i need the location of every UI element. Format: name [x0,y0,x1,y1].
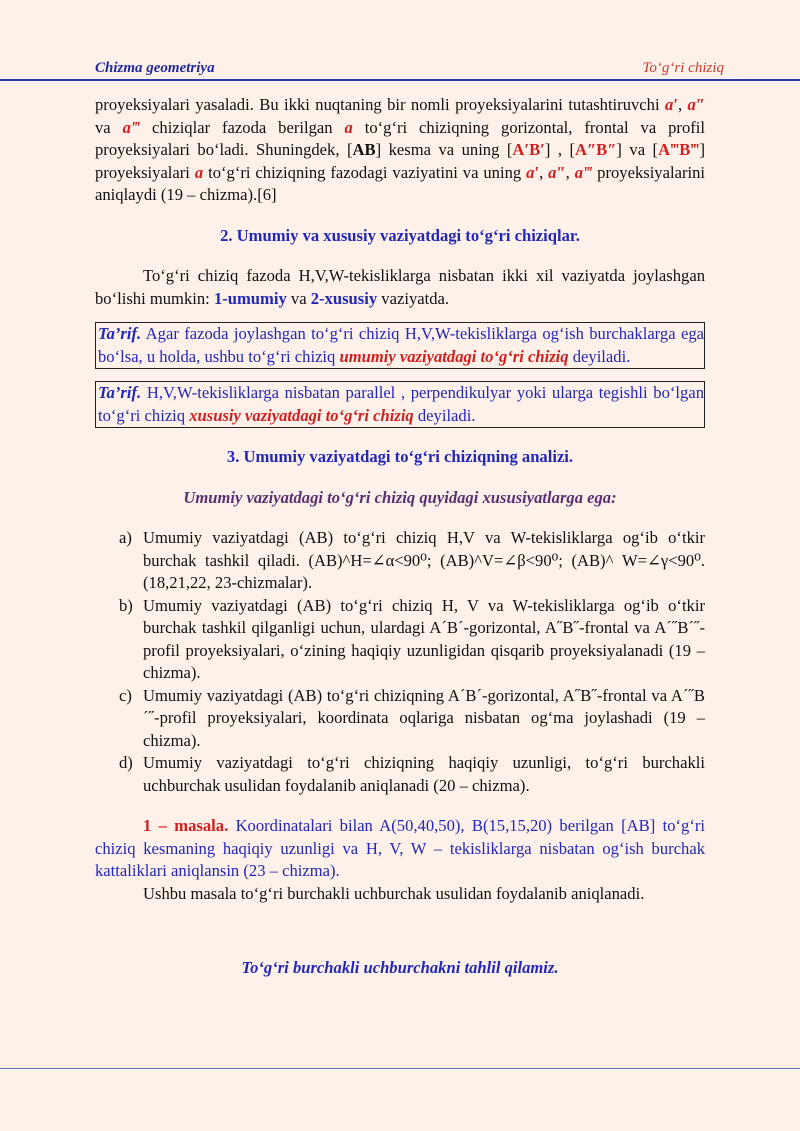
page-header [0,0,800,80]
list-item: b) Umumiy vaziyatdagi (AB) to‘g‘ri chiziq H, V va W-tekisliklarga og‘ib o‘tkir burchak tashkil qilganligi uchun, ulardagi A´B´-gorizontal, A˝B˝-frontal va A´˝B´˝-profil proyeksiyalari, o‘zining haqiqiy uzunligidan qisqarib proyeksiyalanadi (19 – chizma). [119,595,705,682]
problem-method: Ushbu masala to‘g‘ri burchakli uchburchak usulidan foydalanib aniqlanadi. [143,883,645,903]
list-item: c) Umumiy vaziyatdagi (AB) to‘g‘ri chiziqning A´B´-gorizontal, A˝B˝-frontal va A´˝B´˝-profil proyeksiyalari, koordinata oqlariga nisbatan og‘ma joylashadi (19 – chizma). [119,685,705,750]
section-3-title: 3. Umumiy vaziyatdagi to‘g‘ri chiziqning analizi. [226,447,574,466]
header-rule [0,79,800,81]
properties-list [95,527,705,797]
definition-box-general: Ta’rif. Agar fazoda joylashgan to‘g‘ri chiziq H,V,W-tekisliklarga og‘ish burchaklarga ega bo‘lsa, u holda, ushbu to‘g‘ri chiziq umumiy vaziyatdagi to‘g‘ri chiziq deyiladi. [95,322,705,369]
header-book-title: Chizma geometriya [95,60,215,76]
closing-heading: To‘g‘ri burchakli uchburchakni tahlil qilamiz. [241,958,559,977]
list-item: a) Umumiy vaziyatdagi (AB) to‘g‘ri chiziq H,V va W-tekisliklarga og‘ib o‘tkir burchak tashkil qiladi. (AB)^H=∠α<90⁰; (AB)^V=∠β<90⁰; (AB)^ W=∠γ<90⁰. (18,21,22, 23-chizmalar). [119,528,705,592]
problem-statement: 1 – masala. Koordinatalari bilan A(50,40,50), B(15,15,20) berilgan [AB] to‘g‘ri chiziq kesmaning haqiqiy uzunligi va H, V, W – tekisliklarga nisbatan og‘ish burchak kattaliklari aniqlansin (23 – chizma). [95,816,705,880]
intro-paragraph: proyeksiyalari yasaladi. Bu ikki nuqtaning bir nomli proyeksiyalarini tutashtiruvchi a′, a″ va a‴ chiziqlar fazoda berilgan a to‘g‘ri chiziqning gorizontal, frontal va profil proyeksiyalari bo‘ladi. Shuningdek, [AB] kesma va uning [A′B′] , [A″B″] va [A‴B‴] proyeksiyalari a to‘g‘ri chiziqning fazodagi vaziyatini va uning a′, a″, a‴ proyeksiyalarini aniqlaydi (19 – chizma).[6] [95,95,706,204]
section-2-paragraph: To‘g‘ri chiziq fazoda H,V,W-tekisliklarga nisbatan ikki xil vaziyatda joylashgan bo‘lishi mumkin: 1-umumiy va 2-xususiy vaziyatda. [95,266,705,308]
page-content [95,94,705,980]
footer-rule [0,1068,800,1069]
list-item: d) Umumiy vaziyatdagi to‘g‘ri chiziqning haqiqiy uzunligi, to‘g‘ri burchakli uchburchak usulidan foydalanib aniqlanadi (20 – chizma). [119,753,705,795]
header-chapter-title: To‘g‘ri chiziq [642,60,724,76]
definition-box-special: Ta’rif. H,V,W-tekisliklarga nisbatan parallel , perpendikulyar yoki ularga tegishli bo‘lgan to‘g‘ri chiziq xususiy vaziyatdagi to‘g‘ri chiziq deyiladi. [95,381,705,428]
section-3-subtitle: Umumiy vaziyatdagi to‘g‘ri chiziq quyidagi xususiyatlarga ega: [183,487,617,507]
section-2-title: 2. Umumiy va xususiy vaziyatdagi to‘g‘ri chiziqlar. [220,225,580,245]
